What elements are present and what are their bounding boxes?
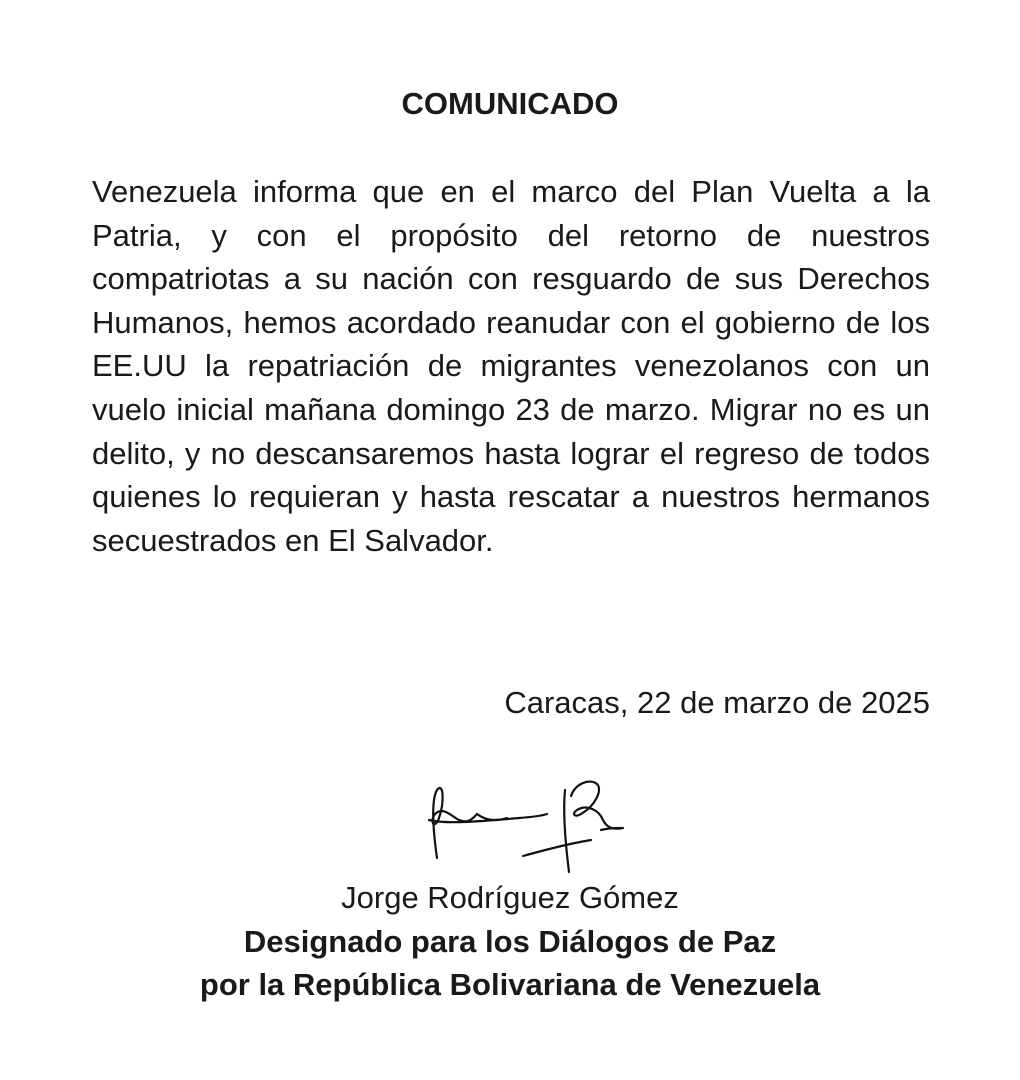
signer-role-line2: por la República Bolivariana de Venezuela <box>199 967 821 1002</box>
document-body: Venezuela informa que en el marco del Plan Vuelta a la Patria, y con el propósito del retorno de nuestros compatriotas a su nación con resguardo de sus Derechos Humanos, hemos acordado reanudar con el gobierno de los EE.UU la repatriación de migrantes venezolanos con un vuelo inicial mañana domingo 23 de marzo. Migrar no es un delito, y no descansaremos hasta lograr el regreso de todos quienes lo requieran y hasta rescatar a nuestros hermanos secuestrados en El Salvador. <box>92 174 930 558</box>
document-title: COMUNICADO <box>401 86 619 121</box>
signer-name: Jorge Rodríguez Gómez <box>341 880 679 915</box>
place-date: Caracas, 22 de marzo de 2025 <box>504 685 930 720</box>
signature-icon <box>415 770 635 880</box>
signer-role-line1: Designado para los Diálogos de Paz <box>243 924 777 959</box>
